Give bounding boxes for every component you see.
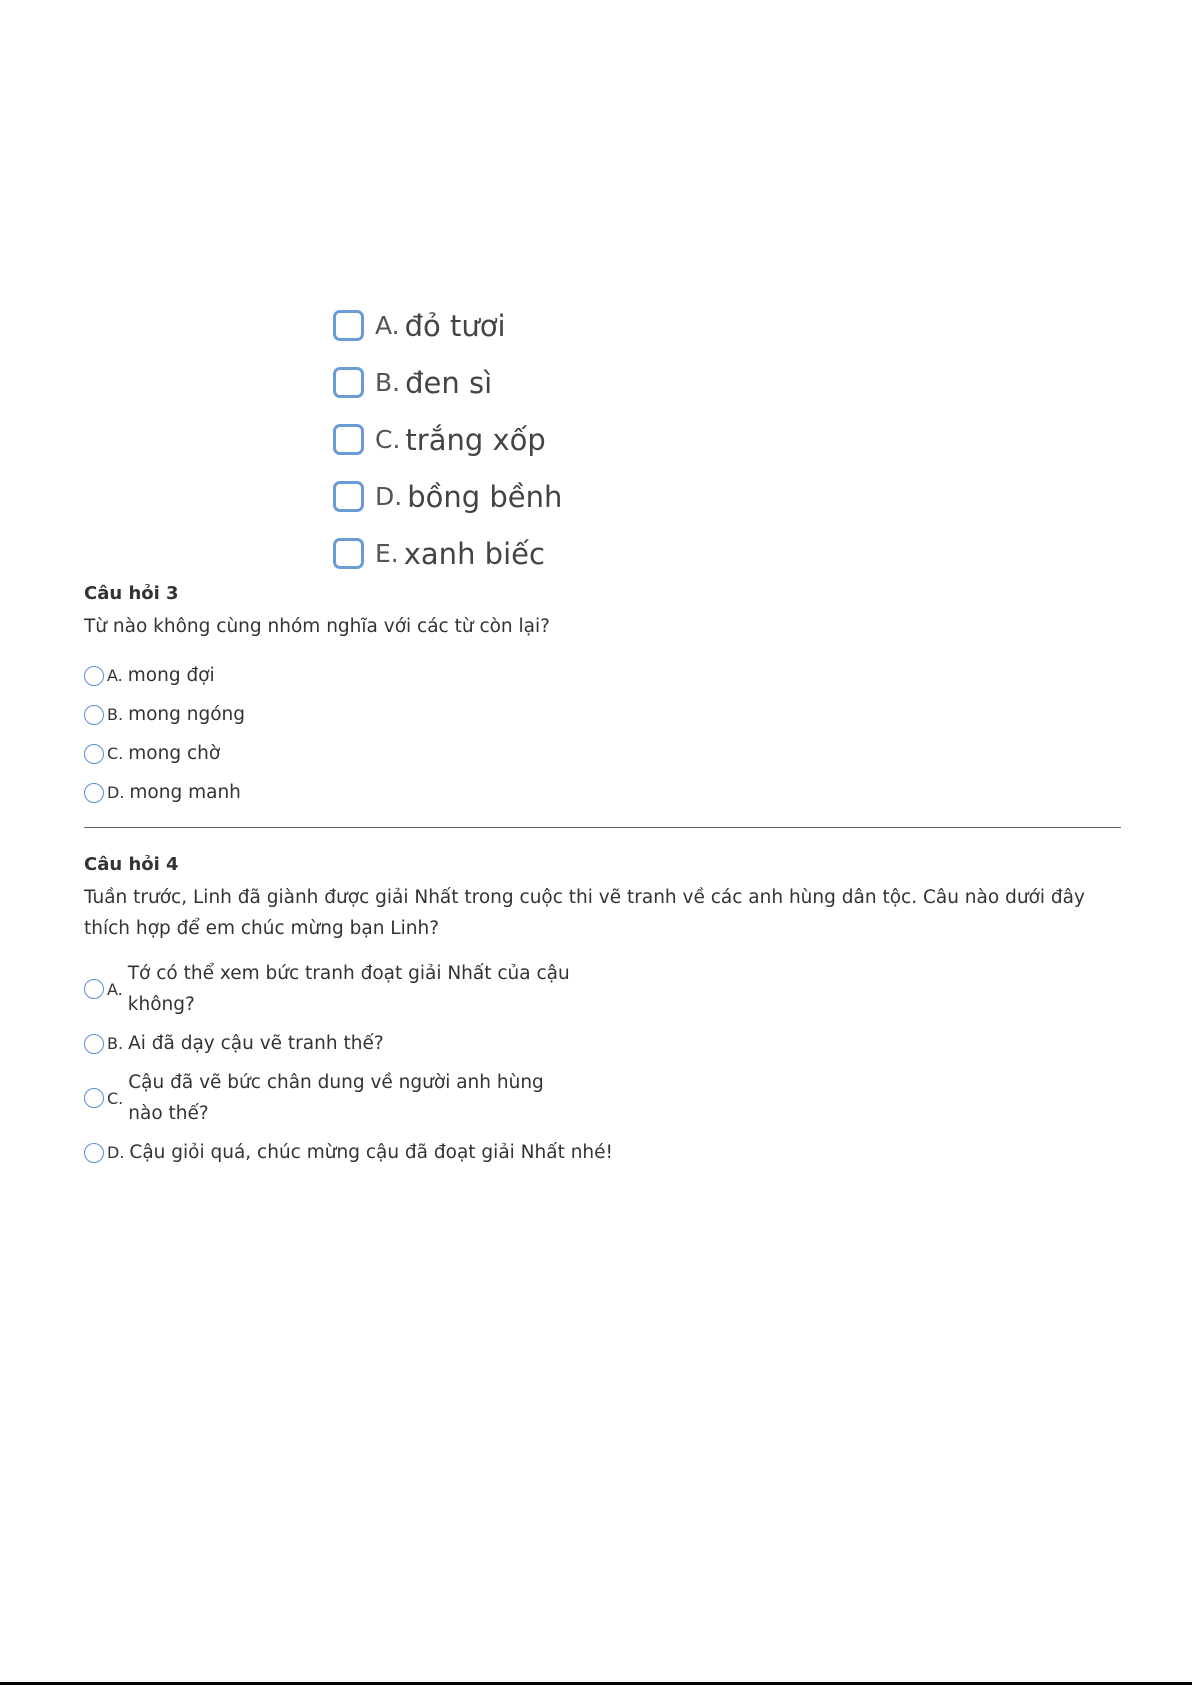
question-text: Từ nào không cùng nhóm nghĩa với các từ còn lại? [84, 616, 550, 637]
radio-button[interactable] [84, 705, 104, 725]
option-letter: A. [107, 979, 123, 999]
checkbox[interactable] [333, 424, 364, 455]
radio-button[interactable] [84, 1088, 104, 1108]
option-text: đen sì [405, 365, 493, 400]
checkbox[interactable] [333, 367, 364, 398]
option-text: Cậu đã vẽ bức chân dung về người anh hùng nào thế? [128, 1072, 544, 1124]
option-text: mong ngóng [128, 704, 246, 725]
checkbox-option-b[interactable] [333, 354, 562, 411]
checkbox[interactable] [333, 481, 364, 512]
answer-option-b[interactable] [84, 695, 1122, 734]
radio-button[interactable] [84, 1034, 104, 1054]
option-letter: B. [107, 705, 124, 724]
question-text: Tuần trước, Linh đã giành được giải Nhất trong cuộc thi vẽ tranh về các anh hùng dân tộc. Câu nào dưới đây thích hợp để em chúc mừng bạn Linh? [84, 887, 1085, 939]
option-text: mong chờ [128, 743, 221, 764]
answer-option-a[interactable] [84, 954, 1122, 1024]
question-3 [84, 582, 1122, 812]
option-text: Cậu giỏi quá, chúc mừng cậu đã đoạt giải Nhất nhé! [129, 1142, 613, 1163]
radio-button[interactable] [84, 1143, 104, 1163]
checkbox[interactable] [333, 538, 364, 569]
option-text: Ai đã dạy cậu vẽ tranh thế? [128, 1033, 384, 1054]
option-letter: D. [107, 1143, 125, 1162]
checkbox[interactable] [333, 310, 364, 341]
answer-options [84, 954, 1122, 1172]
option-letter: B. [375, 368, 401, 397]
option-letter: A. [107, 666, 123, 685]
checkbox-option-e[interactable] [333, 525, 562, 582]
question-4 [84, 853, 1122, 1172]
option-text: đỏ tươi [404, 308, 506, 343]
option-letter: C. [375, 425, 401, 454]
divider [84, 827, 1121, 828]
radio-button[interactable] [84, 666, 104, 686]
checkbox-option-d[interactable] [333, 468, 562, 525]
option-letter: E. [375, 539, 399, 568]
option-text: bồng bềnh [407, 479, 563, 514]
answer-option-b[interactable] [84, 1024, 1122, 1063]
option-letter: D. [107, 783, 125, 802]
radio-button[interactable] [84, 979, 104, 999]
checkbox-options [333, 297, 562, 582]
option-letter: A. [375, 311, 400, 340]
question-title: Câu hỏi 4 [84, 854, 179, 875]
option-text: trắng xốp [405, 422, 546, 457]
answer-option-c[interactable] [84, 734, 1122, 773]
option-letter: C. [107, 1088, 124, 1108]
option-letter: C. [107, 744, 124, 763]
answer-option-a[interactable] [84, 656, 1122, 695]
option-text: mong đợi [127, 665, 215, 686]
option-letter: B. [107, 1034, 124, 1053]
radio-button[interactable] [84, 783, 104, 803]
answer-options [84, 656, 1122, 812]
answer-option-d[interactable] [84, 1133, 1122, 1172]
option-letter: D. [375, 482, 403, 511]
answer-option-d[interactable] [84, 773, 1122, 812]
checkbox-option-c[interactable] [333, 411, 562, 468]
radio-button[interactable] [84, 744, 104, 764]
option-text: xanh biếc [403, 536, 545, 571]
question-title: Câu hỏi 3 [84, 583, 179, 604]
answer-option-c[interactable] [84, 1063, 1122, 1133]
checkbox-option-a[interactable] [333, 297, 562, 354]
option-text: mong manh [129, 782, 241, 803]
option-text: Tớ có thể xem bức tranh đoạt giải Nhất của cậu không? [127, 963, 570, 1015]
